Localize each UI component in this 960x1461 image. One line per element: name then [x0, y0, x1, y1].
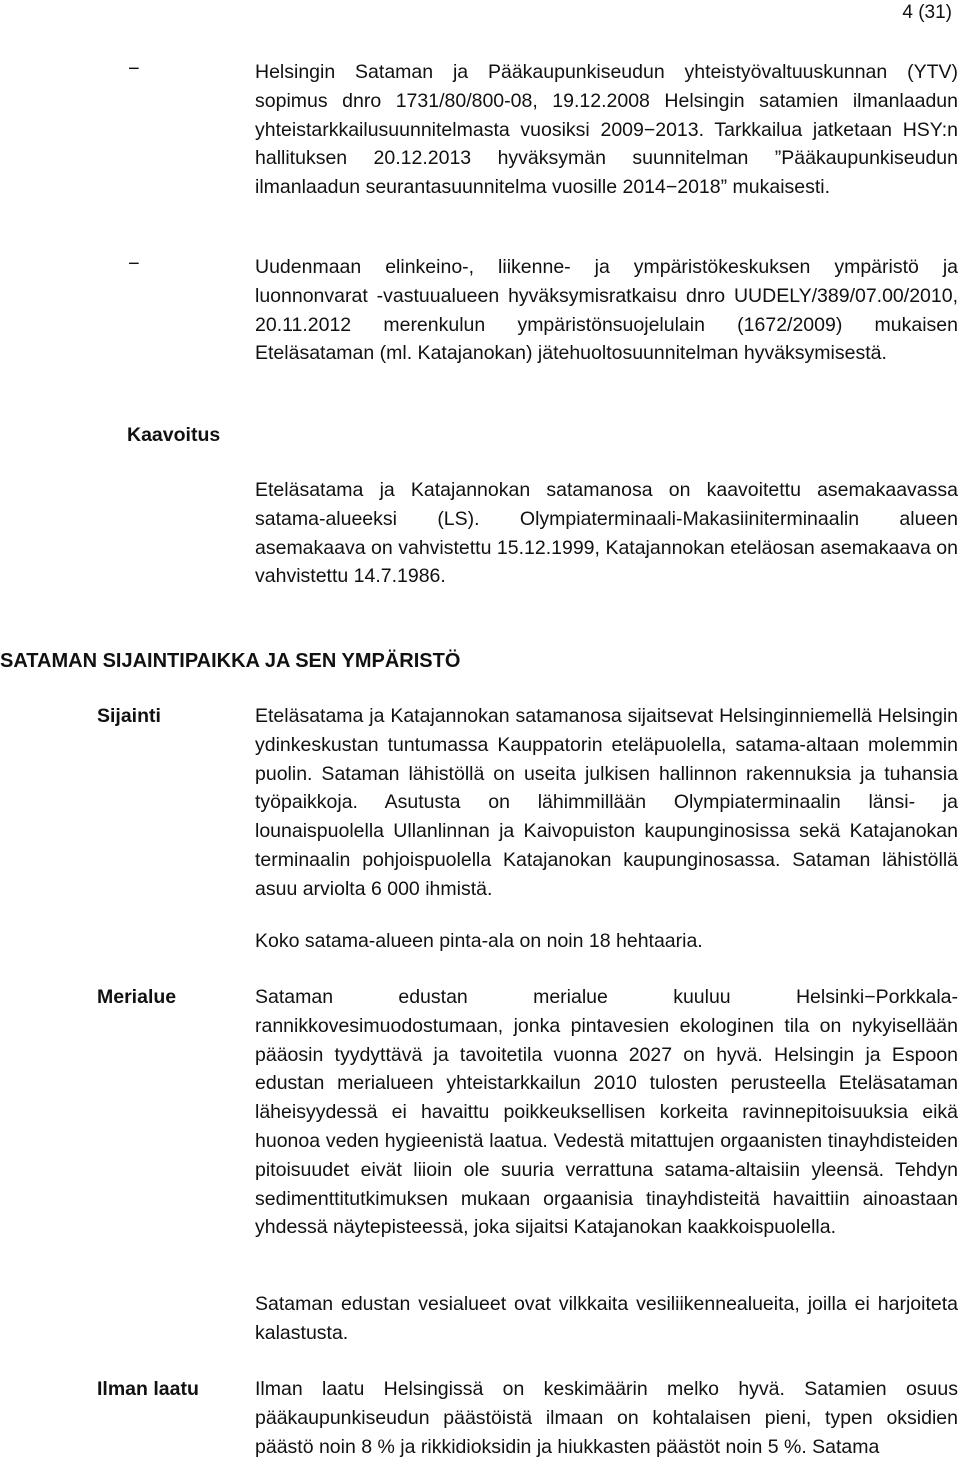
- ilman-laatu-heading: Ilman laatu: [97, 1378, 199, 1400]
- sijainti-heading: Sijainti: [97, 705, 161, 727]
- kaavoitus-heading: Kaavoitus: [127, 424, 221, 446]
- merialue-heading: Merialue: [97, 986, 177, 1008]
- kaavoitus-paragraph: Eteläsatama ja Katajannokan satamanosa on kaavoitettu asemakaavassa satama-alueeksi (LS). Olympiaterminaali-Makasiiniterminaalin alueen asemakaava on vahvistettu 15.12.1999, Katajannokan eteläosan asemakaava on vahvistettu 14.7.1986.: [255, 479, 958, 588]
- bullet-item: Helsingin Sataman ja Pääkaupunkiseudun yhteistyövaltuuskunnan (YTV) sopimus dnro 1731/80/800-08, 19.12.2008 Helsingin satamien ilmanlaadun yhteistarkkailusuunnitelmasta vuosiksi 2009−2013. Tarkkailua jatketaan HSY:n hallituksen 20.12.2013 hyväksymän suunnitelman ”Pääkaupunkiseudun ilmanlaadun seurantasuunnitelma vuosille 2014−2018” mukaisesti.: [255, 61, 958, 199]
- ilman-laatu-paragraph: Ilman laatu Helsingissä on keskimäärin melko hyvä. Satamien osuus pääkaupunkiseudun päästöistä ilmaan on kohtalaisen pieni, typen oksidien päästö noin 8 % ja rikkidioksidin ja hiukkasten päästöt noin 5 %. Satama: [255, 1378, 958, 1458]
- page-number: 4 (31): [902, 2, 952, 23]
- bullet-dash: −: [128, 253, 140, 275]
- bullet-item: Uudenmaan elinkeino-, liikenne- ja ympäristökeskuksen ympäristö ja luonnonvarat -vastuualueen hyväksymisratkaisu dnro UUDELY/389/07.00/2010, 20.11.2012 merenkulun ympäristönsuojelulain (1672/2009) mukaisen Eteläsataman (ml. Katajanokan) jätehuoltosuunnitelman hyväksymisestä.: [255, 256, 958, 365]
- merialue-fishing-paragraph: Sataman edustan vesialueet ovat vilkkaita vesiliikennealueita, joilla ei harjoiteta kalastusta.: [255, 1293, 958, 1344]
- sijainti-paragraph: Eteläsatama ja Katajannokan satamanosa sijaitsevat Helsinginniemellä Helsingin ydinkeskustan tuntumassa Kauppatorin eteläpuolella, satama-altaan molemmin puolin. Sataman lähistöllä on useita julkisen hallinnon rakennuksia ja tuhansia työpaikkoja. Asutusta on lähimmillään Olympiaterminaalin länsi- ja lounaispuolella Ullanlinnan ja Kaivopuiston kaupunginosissa sekä Katajanokan terminaalin pohjoispuolella Katajanokan kaupunginosassa. Sataman lähistöllä asuu arviolta 6 000 ihmistä.: [255, 705, 958, 900]
- bullet-dash: −: [128, 58, 140, 80]
- merialue-paragraph: Sataman edustan merialue kuuluu Helsinki−Porkkala-rannikkovesimuodostumaan, jonka pintavesien ekologinen tila on nykyisellään pääosin tyydyttävä ja tavoitetila vuonna 2027 on hyvä. Helsingin ja Espoon edustan merialueen yhteistarkkailun 2010 tulosten perusteella Eteläsataman läheisyydessä ei havaittu poikkeuksellisen korkeita ravinnepitoisuuksia eikä huonoa veden hygieenistä laatua. Vedestä mitattujen orgaanisten tinayhdisteiden pitoisuudet eivät liioin ole suuria verrattuna satama-altaisiin yleensä. Tehdyn sedimenttitutkimuksen mukaan orgaanisia tinayhdisteitä havaittiin ainoastaan yhdessä näytepisteessä, joka sijaitsi Katajanokan kaakkoispuolella.: [255, 986, 958, 1239]
- sijainti-area-paragraph: Koko satama-alueen pinta-ala on noin 18 hehtaaria.: [255, 930, 703, 952]
- section-title: SATAMAN SIJAINTIPAIKKA JA SEN YMPÄRISTÖ: [0, 650, 461, 672]
